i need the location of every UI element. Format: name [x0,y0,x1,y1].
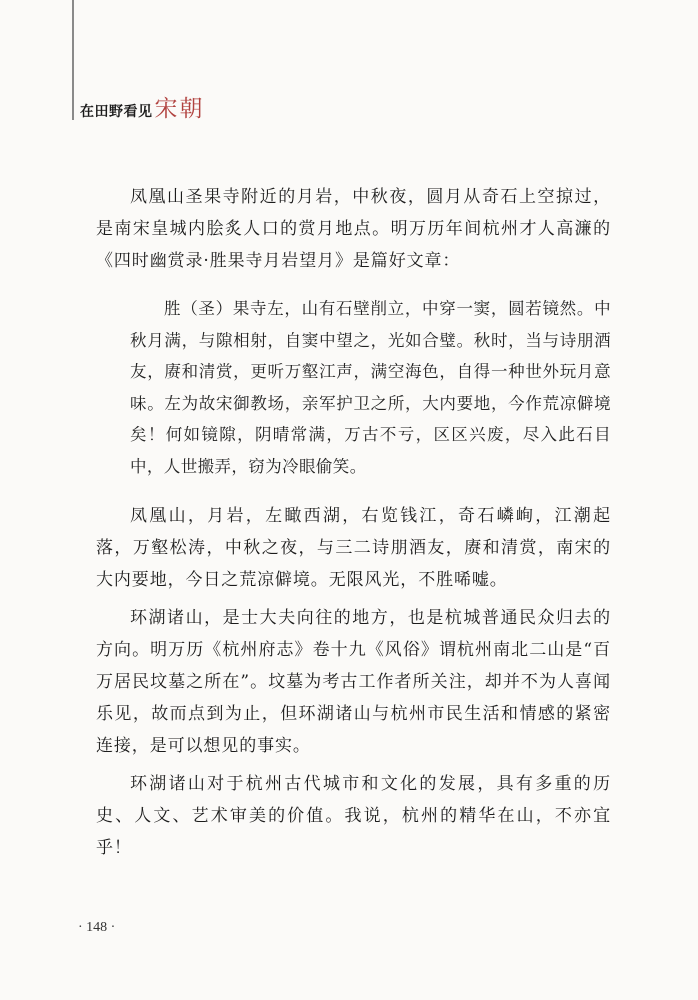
dynasty-title: 宋朝 [154,96,205,122]
paragraph-phoenix-mountain: 凤凰山，月岩，左瞰西湖，右览钱江，奇石嶙峋，江潮起落，万壑松涛，中秋之夜，与三二诗朋酒友，赓和清赏，南宋的大内要地，今日之荒凉僻境。无限风光，不胜唏嘘。 [96,506,611,590]
running-header [80,90,205,123]
quoted-passage: 胜（圣）果寺左，山有石壁削立，中穿一窦，圆若镜然。中秋月满，与隙相射，自窦中望之，光如合璧。秋时，当与诗朋酒友，赓和清赏，更听万壑江声，满空海色，自得一种世外玩月意味。左为故宋御教场，亲军护卫之所，大内要地，今作荒凉僻境矣！何如镜隙，阴晴常满，万古不亏，区区兴废，尽入此石目中，人世搬弄，窃为冷眼偷笑。 [130,299,611,476]
paragraph-lake-hills: 环湖诸山，是士大夫向往的地方，也是杭城普通民众归去的方向。明万历《杭州府志》卷十九《风俗》谓杭州南北二山是“百万居民坟墓之所在”。坟墓为考古工作者所关注，却并不为人喜闻乐见，故而点到为止，但环湖诸山与杭州市民生活和情感的紧密连接，是可以想见的事实。 [96,608,611,756]
paragraph-moon-rock: 凤凰山圣果寺附近的月岩，中秋夜，圆月从奇石上空掠过，是南宋皇城内脍炙人口的赏月地点。明万历年间杭州才人高濂的《四时幽赏录·胜果寺月岩望月》是篇好文章： [96,187,611,271]
paragraph-conclusion: 环湖诸山对于杭州古代城市和文化的发展，具有多重的历史、人文、艺术审美的价值。我说，杭州的精华在山，不亦宜乎！ [96,774,611,858]
book-title: 在田野看见 [80,104,153,120]
page-number: · 148 · [78,920,116,935]
header-vertical-rule [72,0,74,120]
page-body [96,181,611,864]
